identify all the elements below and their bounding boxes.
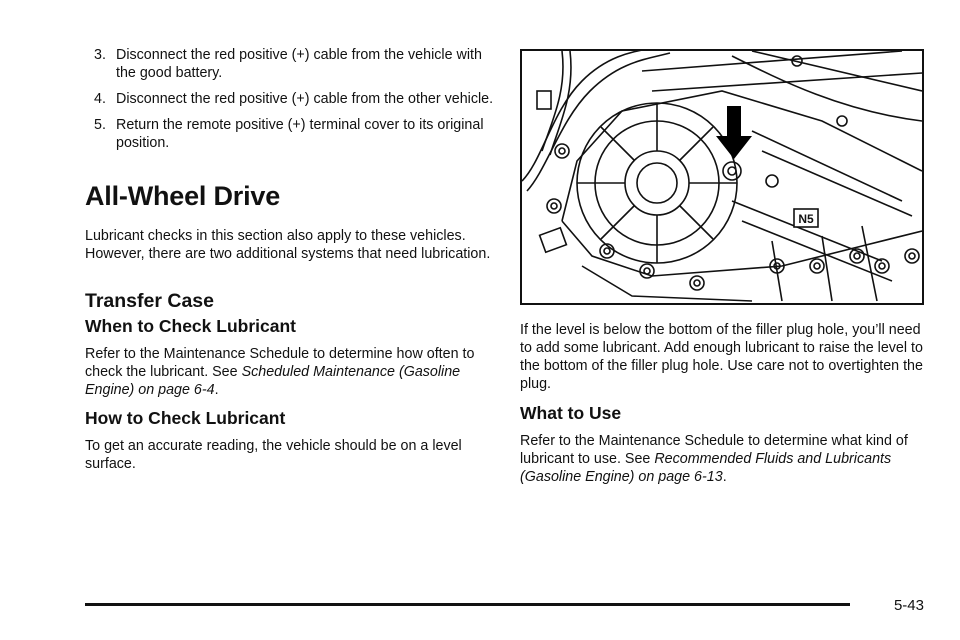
step-number: 5. bbox=[94, 117, 106, 133]
heading-transfer-case: Transfer Case bbox=[85, 290, 214, 312]
step-item bbox=[85, 90, 505, 108]
when-text: Refer to the Maintenance Schedule to determine how often to check the lubricant. See bbox=[85, 346, 475, 380]
what-end: . bbox=[722, 469, 727, 485]
transfer-case-drawing bbox=[522, 51, 922, 303]
section-title-awd: All-Wheel Drive bbox=[85, 181, 281, 211]
link-scheduled-maintenance[interactable]: Scheduled Maintenance (Gasoline Engine) on page 6-4 bbox=[85, 364, 461, 398]
how-to-check-text: To get an accurate reading, the vehicle should be on a level surface. bbox=[85, 438, 462, 472]
step-text: Disconnect the red positive (+) cable from the vehicle with the good battery. bbox=[116, 47, 482, 81]
footer-rule bbox=[85, 603, 850, 606]
awd-intro: Lubricant checks in this section also apply to these vehicles. However, there are two additional systems that need lubrication. bbox=[85, 228, 491, 262]
level-text: If the level is below the bottom of the filler plug hole, you’ll need to add some lubricant. Add enough lubricant to raise the level to the bottom of the filler plug hole. Use care not to overtighten the plug. bbox=[520, 322, 923, 392]
heading-when-to-check: When to Check Lubricant bbox=[85, 316, 296, 336]
transfer-case-illustration bbox=[520, 49, 924, 305]
step-number: 3. bbox=[94, 47, 106, 63]
when-end: . bbox=[214, 382, 219, 398]
filler-plug-arrow-icon bbox=[716, 106, 752, 159]
what-to-use-text bbox=[520, 432, 920, 486]
page-number: 5-43 bbox=[893, 597, 924, 614]
figure-badge-label: N5 bbox=[798, 212, 814, 226]
step-number: 4. bbox=[94, 91, 106, 107]
step-text: Return the remote positive (+) terminal cover to its original position. bbox=[116, 117, 484, 151]
what-text: Refer to the Maintenance Schedule to determine what kind of lubricant to use. See bbox=[520, 433, 908, 467]
step-item bbox=[85, 116, 505, 152]
step-list bbox=[85, 46, 505, 160]
link-recommended-fluids[interactable]: Recommended Fluids and Lubricants (Gasoline Engine) on page 6-13 bbox=[520, 451, 892, 485]
step-text: Disconnect the red positive (+) cable from the other vehicle. bbox=[116, 91, 494, 107]
when-to-check-text bbox=[85, 345, 485, 399]
step-item bbox=[85, 46, 505, 82]
heading-what-to-use: What to Use bbox=[520, 403, 622, 423]
heading-how-to-check: How to Check Lubricant bbox=[85, 408, 286, 428]
